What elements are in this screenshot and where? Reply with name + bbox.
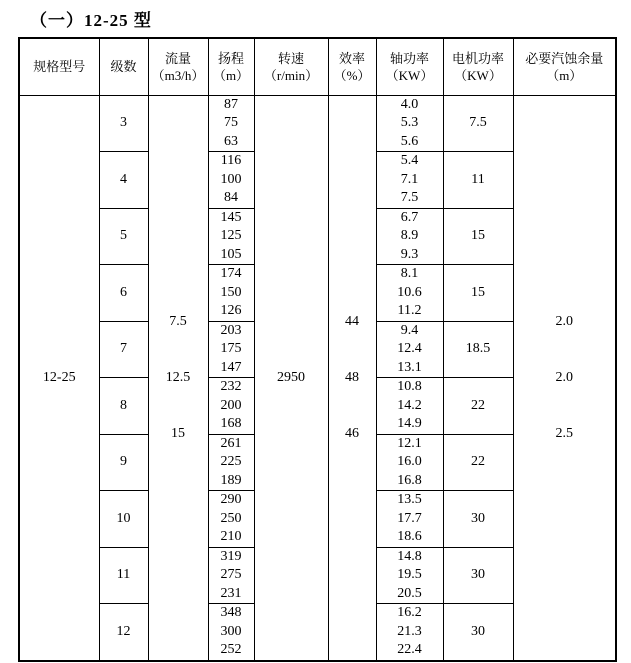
head-value: 319 bbox=[220, 548, 242, 564]
stages-cell: 8 bbox=[99, 378, 148, 435]
head-value: 116 bbox=[220, 153, 242, 168]
stages-cell: 12 bbox=[99, 604, 148, 661]
shaft-power-value: 8.9 bbox=[400, 228, 419, 243]
head-value: 125 bbox=[220, 228, 242, 243]
shaft-power-value: 10.6 bbox=[397, 284, 422, 300]
stages-cell: 11 bbox=[99, 547, 148, 604]
header-label: 必要汽蚀余量 bbox=[525, 50, 604, 66]
head-cell bbox=[208, 208, 254, 265]
motor-power-cell: 7.5 bbox=[443, 95, 513, 152]
flow-value: 12.5 bbox=[165, 369, 191, 385]
shaft-power-value: 12.4 bbox=[397, 341, 422, 356]
head-cell bbox=[208, 547, 254, 604]
shaft-power-value: 14.8 bbox=[397, 548, 422, 564]
header-unit: （KW） bbox=[454, 67, 502, 83]
head-value: 145 bbox=[220, 209, 242, 225]
header-flow bbox=[148, 38, 208, 95]
flow-value: 15 bbox=[171, 425, 185, 441]
shaft-power-cell bbox=[376, 604, 443, 661]
head-cell bbox=[208, 378, 254, 435]
shaft-power-value: 13.1 bbox=[397, 359, 422, 375]
head-value: 261 bbox=[220, 435, 242, 451]
header-motor-power bbox=[443, 38, 513, 95]
efficiency-value: 46 bbox=[345, 425, 359, 441]
shaft-power-value: 5.3 bbox=[400, 115, 419, 130]
head-value: 175 bbox=[220, 341, 242, 356]
shaft-power-cell bbox=[376, 378, 443, 435]
shaft-power-value: 18.6 bbox=[397, 529, 422, 544]
head-cell bbox=[208, 604, 254, 661]
stages-cell: 6 bbox=[99, 265, 148, 322]
shaft-power-cell bbox=[376, 152, 443, 209]
shaft-power-value: 14.9 bbox=[397, 416, 422, 431]
shaft-power-value: 22.4 bbox=[397, 642, 422, 657]
shaft-power-value: 17.7 bbox=[397, 510, 422, 526]
efficiency-value: 48 bbox=[345, 369, 359, 385]
header-label: 级数 bbox=[110, 59, 137, 75]
header-unit: （m） bbox=[546, 67, 583, 83]
motor-power-cell: 18.5 bbox=[443, 321, 513, 378]
motor-power-cell: 30 bbox=[443, 491, 513, 548]
motor-power-cell: 15 bbox=[443, 265, 513, 322]
header-label: 电机功率 bbox=[451, 50, 504, 66]
head-value: 225 bbox=[220, 454, 242, 469]
head-value: 150 bbox=[220, 284, 242, 300]
head-value: 168 bbox=[220, 416, 242, 431]
header-label: 规格型号 bbox=[33, 59, 86, 75]
npsh-cell bbox=[513, 95, 616, 661]
header-unit: （%） bbox=[333, 67, 371, 83]
shaft-power-value: 19.5 bbox=[397, 567, 422, 582]
stages-cell: 3 bbox=[99, 95, 148, 152]
header-speed bbox=[254, 38, 328, 95]
header-label: 轴功率 bbox=[389, 50, 429, 66]
motor-power-cell: 22 bbox=[443, 378, 513, 435]
header-shaft-power bbox=[376, 38, 443, 95]
head-value: 250 bbox=[220, 510, 242, 526]
shaft-power-value: 16.0 bbox=[397, 454, 422, 469]
shaft-power-cell bbox=[376, 265, 443, 322]
speed-cell bbox=[254, 95, 328, 661]
header-label: 转速 bbox=[277, 50, 304, 66]
head-cell bbox=[208, 152, 254, 209]
shaft-power-value: 8.1 bbox=[400, 266, 419, 281]
header-label: 流量 bbox=[164, 50, 191, 66]
stages-cell: 7 bbox=[99, 321, 148, 378]
shaft-power-value: 7.5 bbox=[400, 190, 419, 205]
head-value: 300 bbox=[220, 623, 242, 639]
head-value: 84 bbox=[224, 190, 238, 205]
header-spec-model bbox=[19, 38, 99, 95]
efficiency-cell bbox=[328, 95, 376, 661]
head-value: 105 bbox=[220, 246, 242, 262]
head-value: 231 bbox=[220, 585, 242, 601]
head-cell bbox=[208, 491, 254, 548]
head-cell bbox=[208, 321, 254, 378]
shaft-power-value: 10.8 bbox=[397, 379, 422, 394]
shaft-power-value: 16.8 bbox=[397, 472, 422, 488]
header-unit: （KW） bbox=[385, 67, 434, 83]
pump-spec-table bbox=[18, 37, 617, 662]
stages-cell: 5 bbox=[99, 208, 148, 265]
head-value: 75 bbox=[224, 115, 238, 130]
head-value: 87 bbox=[224, 96, 238, 112]
shaft-power-value: 6.7 bbox=[400, 209, 419, 225]
head-value: 275 bbox=[220, 567, 242, 582]
motor-power-cell: 22 bbox=[443, 434, 513, 491]
shaft-power-value: 5.4 bbox=[400, 153, 419, 168]
shaft-power-value: 21.3 bbox=[397, 623, 422, 639]
shaft-power-cell bbox=[376, 208, 443, 265]
shaft-power-value: 9.3 bbox=[400, 246, 419, 262]
head-value: 232 bbox=[220, 379, 242, 394]
header-unit: （r/min） bbox=[263, 67, 319, 83]
shaft-power-cell bbox=[376, 434, 443, 491]
npsh-value: 2.0 bbox=[555, 369, 573, 385]
head-cell bbox=[208, 434, 254, 491]
shaft-power-cell bbox=[376, 547, 443, 604]
header-npsh bbox=[513, 38, 616, 95]
shaft-power-value: 12.1 bbox=[397, 435, 422, 451]
shaft-power-value: 16.2 bbox=[397, 605, 422, 620]
motor-power-cell: 30 bbox=[443, 604, 513, 661]
shaft-power-value: 5.6 bbox=[400, 133, 419, 149]
shaft-power-value: 20.5 bbox=[397, 585, 422, 601]
header-row bbox=[19, 38, 616, 95]
spec-model-value: 12-25 bbox=[42, 369, 76, 385]
shaft-power-cell bbox=[376, 491, 443, 548]
head-value: 100 bbox=[220, 171, 242, 187]
npsh-value: 2.0 bbox=[555, 313, 573, 329]
shaft-power-cell bbox=[376, 321, 443, 378]
table-row bbox=[19, 95, 616, 152]
flow-cell bbox=[148, 95, 208, 661]
head-value: 147 bbox=[220, 359, 242, 375]
shaft-power-value: 14.2 bbox=[397, 397, 422, 413]
section-title: （一）12-25 型 bbox=[30, 11, 152, 30]
shaft-power-value: 7.1 bbox=[400, 171, 419, 187]
spec-model-cell bbox=[19, 95, 99, 661]
head-value: 210 bbox=[220, 529, 242, 544]
header-efficiency bbox=[328, 38, 376, 95]
header-head bbox=[208, 38, 254, 95]
head-value: 189 bbox=[220, 472, 242, 488]
header-label: 扬程 bbox=[217, 50, 244, 66]
speed-value: 2950 bbox=[277, 369, 305, 385]
shaft-power-value: 4.0 bbox=[400, 96, 419, 112]
header-unit: （m3/h） bbox=[151, 67, 205, 83]
stages-cell: 4 bbox=[99, 152, 148, 209]
head-value: 348 bbox=[220, 605, 242, 620]
header-label: 效率 bbox=[338, 50, 365, 66]
header-stages bbox=[99, 38, 148, 95]
head-value: 203 bbox=[220, 322, 242, 338]
npsh-value: 2.5 bbox=[555, 425, 573, 441]
motor-power-cell: 11 bbox=[443, 152, 513, 209]
stages-cell: 10 bbox=[99, 491, 148, 548]
shaft-power-value: 11.2 bbox=[397, 303, 422, 318]
head-value: 126 bbox=[220, 303, 242, 318]
head-value: 252 bbox=[220, 642, 242, 657]
head-cell bbox=[208, 265, 254, 322]
shaft-power-value: 9.4 bbox=[400, 322, 419, 338]
head-cell bbox=[208, 95, 254, 152]
motor-power-cell: 30 bbox=[443, 547, 513, 604]
motor-power-cell: 15 bbox=[443, 208, 513, 265]
flow-value: 7.5 bbox=[169, 313, 187, 329]
head-value: 174 bbox=[220, 266, 242, 281]
shaft-power-cell bbox=[376, 95, 443, 152]
shaft-power-value: 13.5 bbox=[397, 492, 422, 507]
head-value: 290 bbox=[220, 492, 242, 507]
stages-cell: 9 bbox=[99, 434, 148, 491]
header-unit: （m） bbox=[212, 67, 250, 83]
head-value: 200 bbox=[220, 397, 242, 413]
head-value: 63 bbox=[224, 133, 238, 149]
efficiency-value: 44 bbox=[345, 313, 359, 329]
